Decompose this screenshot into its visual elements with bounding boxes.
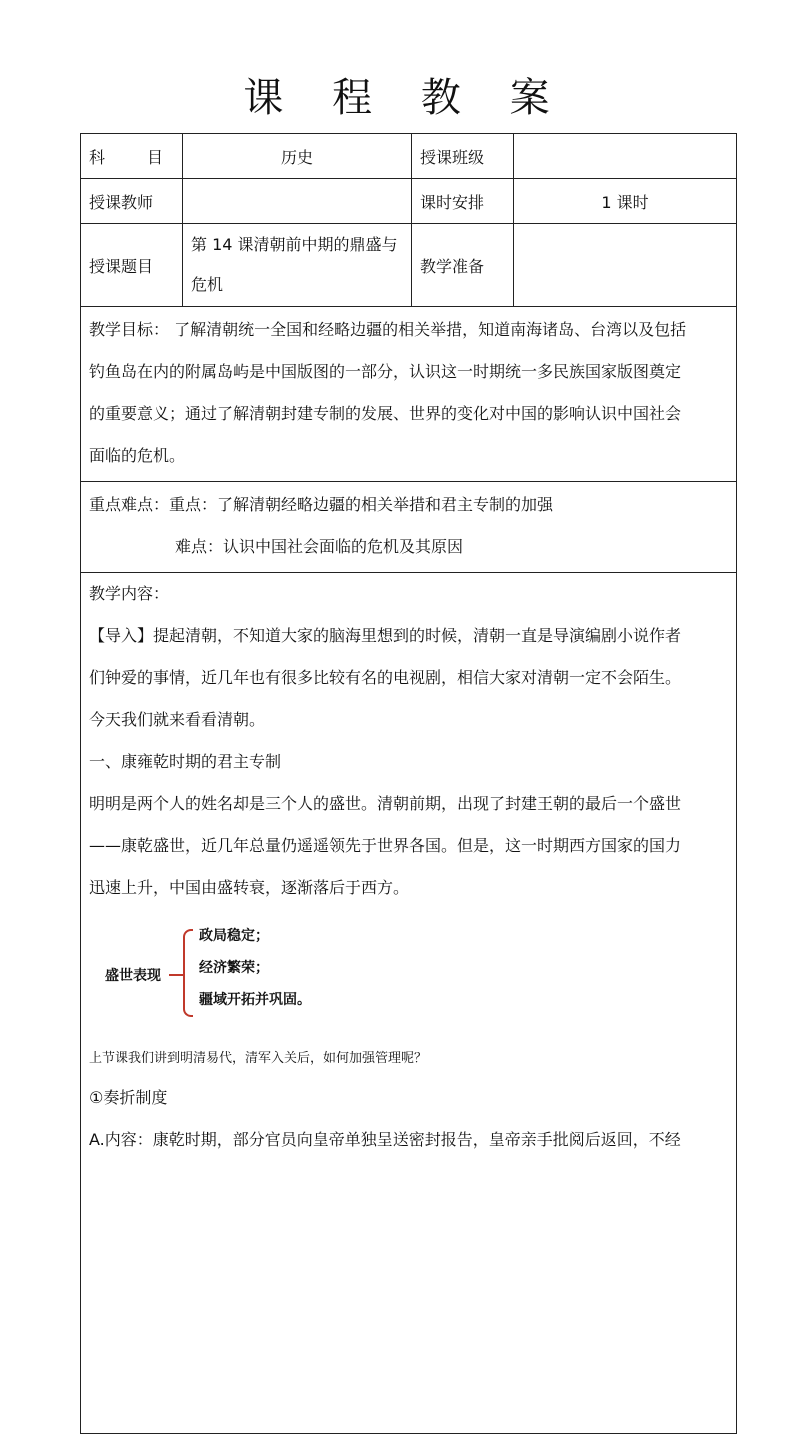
goals-line: 钓鱼岛在内的附属岛屿是中国版图的一部分，认识这一时期统一多民族国家版图奠定: [89, 362, 682, 381]
subject-label-a: 科: [89, 147, 106, 167]
diagram-item: 经济繁荣；: [199, 960, 269, 976]
goals-line: 面临的危机。: [89, 446, 186, 465]
goals-line: 的重要意义；通过了解清朝封建专制的发展、世界的变化对中国的影响认识中国社会: [89, 404, 682, 423]
teacher-value: [183, 179, 412, 224]
table-row: [81, 179, 737, 224]
class-value: [514, 134, 737, 179]
diagram-connector: [169, 974, 183, 976]
table-row: [81, 307, 737, 482]
content-line: 迅速上升，中国由盛转衰，逐渐落后于西方。: [89, 878, 410, 897]
lesson-plan-table: [80, 133, 737, 1434]
content-line: A.内容：康乾时期，部分官员向皇帝单独呈送密封报告，皇帝亲手批阅后返回，不经: [89, 1130, 681, 1149]
teacher-label: 授课教师: [81, 179, 183, 224]
table-row: [81, 573, 737, 1434]
content-line: 今天我们就来看看清朝。: [89, 710, 266, 729]
subject-label: [81, 134, 183, 179]
key-point-line: 重点难点：重点：了解清朝经略边疆的相关举措和君主专制的加强: [89, 495, 554, 514]
table-row: [81, 482, 737, 573]
hours-value: 1 课时: [514, 179, 737, 224]
prep-value: [514, 224, 737, 307]
topic-value-line2: 危机: [191, 275, 224, 294]
difficulty-line: 难点：认识中国社会面临的危机及其原因: [175, 537, 464, 556]
hours-label: 课时安排: [412, 179, 514, 224]
prosperity-diagram: [89, 917, 728, 1041]
subject-label-b: 目: [147, 147, 164, 167]
key-points: [81, 482, 737, 573]
topic-value-line1: 第 14 课清朝前中期的鼎盛与: [191, 235, 398, 254]
content-line: 【导入】提起清朝，不知道大家的脑海里想到的时候，清朝一直是导演编剧小说作者: [89, 626, 682, 645]
diagram-item: 疆域开拓并巩固。: [199, 992, 311, 1008]
table-row: [81, 224, 737, 307]
prep-label: 教学准备: [412, 224, 514, 307]
diagram-root: 盛世表现: [105, 968, 161, 984]
content-line: 明明是两个人的姓名却是三个人的盛世。清朝前期，出现了封建王朝的最后一个盛世: [89, 794, 682, 813]
content-line: ——康乾盛世，近几年总量仍遥遥领先于世界各国。但是，这一时期西方国家的国力: [89, 836, 682, 855]
subject-value: 历史: [183, 134, 412, 179]
content-line: 们钟爱的事情，近几年也有很多比较有名的电视剧，相信大家对清朝一定不会陌生。: [89, 668, 682, 687]
class-label: 授课班级: [412, 134, 514, 179]
section-heading: 一、康雍乾时期的君主专制: [89, 752, 282, 771]
question-line: 上节课我们讲到明清易代，清军入关后，如何加强管理呢？: [89, 1051, 428, 1066]
teaching-goals: [81, 307, 737, 482]
page-title: 课 程 教 案: [243, 75, 568, 121]
content-heading: 教学内容：: [89, 584, 170, 603]
subsection-heading: ①奏折制度: [89, 1088, 168, 1107]
goals-line: 教学目标： 了解清朝统一全国和经略边疆的相关举措，知道南海诸岛、台湾以及包括: [89, 320, 687, 339]
diagram-item: 政局稳定；: [199, 928, 269, 944]
topic-label: 授课题目: [81, 224, 183, 307]
diagram-brace: [183, 929, 193, 1017]
table-row: [81, 134, 737, 179]
topic-value: [183, 224, 412, 307]
teaching-content: [81, 573, 737, 1434]
